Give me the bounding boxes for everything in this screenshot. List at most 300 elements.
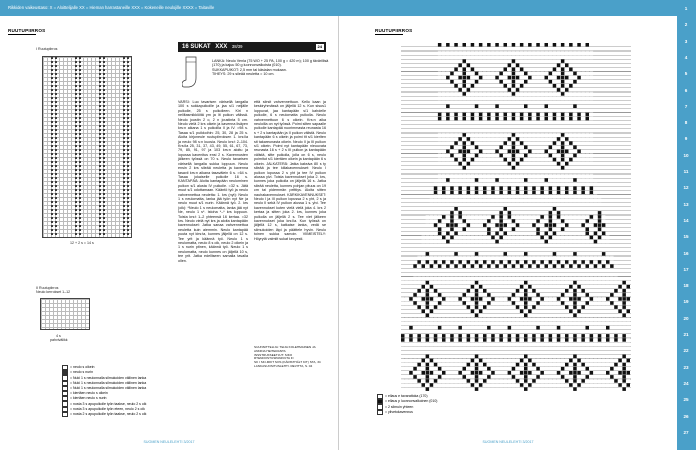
chart-cell bbox=[417, 359, 421, 363]
chart-cell bbox=[413, 310, 417, 314]
chart-cell bbox=[540, 351, 544, 355]
chart1-cell bbox=[127, 73, 129, 75]
chart-cell bbox=[586, 236, 590, 240]
chart1-cell bbox=[99, 117, 101, 119]
chart-cell bbox=[487, 281, 491, 285]
chart-cell bbox=[581, 187, 585, 191]
chart-cell bbox=[549, 187, 553, 191]
chart1-cell bbox=[55, 201, 57, 203]
chart-cell bbox=[627, 334, 631, 338]
chart-cell bbox=[430, 326, 434, 330]
chart1-cell bbox=[79, 141, 81, 143]
chart-cell bbox=[442, 55, 446, 59]
chart-cell bbox=[495, 375, 499, 379]
chart-cell bbox=[487, 187, 491, 191]
chart-cell bbox=[524, 297, 528, 301]
chart-cell bbox=[495, 76, 499, 80]
chart-cell bbox=[594, 191, 598, 195]
chart-cell bbox=[581, 162, 585, 166]
chart-cell bbox=[442, 387, 446, 391]
chart1-cell bbox=[75, 117, 77, 119]
chart-cell bbox=[499, 158, 503, 162]
chart-cell bbox=[532, 203, 536, 207]
chart-cell bbox=[467, 285, 471, 289]
chart-cell bbox=[524, 387, 528, 391]
chart-cell bbox=[475, 154, 479, 158]
chart-cell bbox=[512, 84, 516, 88]
chart-cell bbox=[467, 252, 471, 256]
legend-text: = neulo s nurin bbox=[70, 370, 94, 375]
chart-cell bbox=[573, 68, 577, 72]
chart-cell bbox=[557, 64, 561, 68]
chart-cell bbox=[442, 182, 446, 186]
chart1-cell bbox=[51, 141, 53, 143]
chart-cell bbox=[528, 170, 532, 174]
chart-cell bbox=[487, 326, 491, 330]
chart-cell bbox=[586, 137, 590, 141]
chart-cell bbox=[499, 383, 503, 387]
chart1-cell bbox=[79, 201, 81, 203]
chart-cell bbox=[618, 314, 622, 318]
chart-cell bbox=[430, 281, 434, 285]
chart-cell bbox=[471, 326, 475, 330]
chart-cell bbox=[532, 293, 536, 297]
chart-cell bbox=[483, 141, 487, 145]
chart1-cell bbox=[99, 197, 101, 199]
chart1-cell bbox=[79, 169, 81, 171]
chart-cell bbox=[553, 59, 557, 63]
chart-cell bbox=[430, 256, 434, 260]
chart-cell bbox=[586, 277, 590, 281]
chart-cell bbox=[545, 318, 549, 322]
chart-cell bbox=[508, 129, 512, 133]
side-number: 20 bbox=[683, 315, 689, 321]
chart-cell bbox=[557, 330, 561, 334]
chart1-cell bbox=[127, 137, 129, 139]
chart-cell bbox=[442, 334, 446, 338]
chart-cell bbox=[442, 125, 446, 129]
chart-cell bbox=[454, 125, 458, 129]
chart-cell bbox=[573, 199, 577, 203]
chart1-cell bbox=[55, 133, 57, 135]
chart-cell bbox=[545, 264, 549, 268]
chart1-cell bbox=[103, 153, 105, 155]
chart-cell bbox=[512, 269, 516, 273]
chart-cell bbox=[446, 182, 450, 186]
pattern-level: XXX bbox=[215, 44, 228, 50]
chart-cell bbox=[487, 330, 491, 334]
chart-cell bbox=[475, 359, 479, 363]
chart-cell bbox=[434, 219, 438, 223]
chart-cell bbox=[594, 301, 598, 305]
chart-cell bbox=[475, 363, 479, 367]
chart-cell bbox=[495, 174, 499, 178]
chart-cell bbox=[586, 199, 590, 203]
chart-cell bbox=[532, 80, 536, 84]
chart-cell bbox=[442, 269, 446, 273]
chart-cell bbox=[524, 117, 528, 121]
chart-cell bbox=[405, 305, 409, 309]
difficulty-legend: Rikkiden vaikeustaso: X = Aloittelijalle XX = Hieman harrastaneille XXX = Kokeneille neulojille XXXX = Taitaville bbox=[8, 5, 215, 10]
chart-cell bbox=[504, 158, 508, 162]
chart-cell bbox=[434, 199, 438, 203]
chart-cell bbox=[581, 76, 585, 80]
chart-cell bbox=[545, 330, 549, 334]
chart-cell bbox=[532, 314, 536, 318]
chart-cell bbox=[540, 125, 544, 129]
chart-cell bbox=[536, 146, 540, 150]
chart-cell bbox=[577, 219, 581, 223]
chart-cell bbox=[549, 64, 553, 68]
chart1-cell bbox=[55, 169, 57, 171]
chart-cell bbox=[487, 92, 491, 96]
chart-cell bbox=[594, 326, 598, 330]
chart1-cell bbox=[99, 229, 101, 231]
chart1-cell bbox=[51, 61, 53, 63]
chart-cell bbox=[413, 355, 417, 359]
chart-cell bbox=[577, 100, 581, 104]
chart-cell bbox=[516, 105, 520, 109]
chart-cell bbox=[499, 182, 503, 186]
chart-cell bbox=[594, 383, 598, 387]
chart-cell bbox=[573, 383, 577, 387]
chart-cell bbox=[536, 330, 540, 334]
chart-cell bbox=[475, 187, 479, 191]
chart1-cell bbox=[127, 117, 129, 119]
chart-cell bbox=[557, 182, 561, 186]
chart-cell bbox=[553, 346, 557, 350]
chart-cell bbox=[573, 203, 577, 207]
chart-cell bbox=[606, 383, 610, 387]
chart-cell bbox=[471, 363, 475, 367]
chart-cell bbox=[450, 346, 454, 350]
chart-cell bbox=[512, 113, 516, 117]
chart-cell bbox=[499, 195, 503, 199]
pattern-specs bbox=[212, 59, 330, 77]
chart1-cell bbox=[127, 185, 129, 187]
chart-cell bbox=[553, 117, 557, 121]
chart-cell bbox=[463, 346, 467, 350]
chart-cell bbox=[442, 264, 446, 268]
chart1-cell bbox=[127, 233, 129, 235]
chart-cell bbox=[471, 297, 475, 301]
chart-cell bbox=[586, 203, 590, 207]
chart-cell bbox=[499, 55, 503, 59]
chart1-cell bbox=[79, 213, 81, 215]
chart-cell bbox=[557, 88, 561, 92]
chart-cell bbox=[557, 154, 561, 158]
chart-cell bbox=[561, 228, 565, 232]
chart-cell bbox=[450, 203, 454, 207]
chart-cell bbox=[577, 55, 581, 59]
chart-cell bbox=[495, 383, 499, 387]
chart-cell bbox=[413, 346, 417, 350]
chart-cell bbox=[524, 252, 528, 256]
chart1-cell bbox=[103, 181, 105, 183]
chart-cell bbox=[512, 150, 516, 154]
chart-cell bbox=[417, 301, 421, 305]
chart-cell bbox=[540, 178, 544, 182]
chart-cell bbox=[471, 379, 475, 383]
legend-row bbox=[377, 410, 477, 415]
chart-cell bbox=[602, 305, 606, 309]
chart-cell bbox=[524, 346, 528, 350]
chart-cell bbox=[557, 170, 561, 174]
chart-cell bbox=[540, 330, 544, 334]
chart-cell bbox=[442, 64, 446, 68]
chart-cell bbox=[463, 215, 467, 219]
chart-cell bbox=[504, 236, 508, 240]
pattern-title: 16 SUKAT bbox=[182, 44, 211, 50]
chart-cell bbox=[516, 363, 520, 367]
chart-cell bbox=[487, 301, 491, 305]
chart-cell bbox=[545, 314, 549, 318]
chart-cell bbox=[442, 72, 446, 76]
chart-cell bbox=[450, 178, 454, 182]
chart-cell bbox=[536, 133, 540, 137]
chart-cell bbox=[586, 383, 590, 387]
chart-cell bbox=[438, 338, 442, 342]
chart1-cell bbox=[103, 125, 105, 127]
chart-cell bbox=[557, 178, 561, 182]
chart-cell bbox=[467, 154, 471, 158]
chart-cell bbox=[499, 154, 503, 158]
chart-cell bbox=[581, 383, 585, 387]
chart-cell bbox=[581, 371, 585, 375]
chart-cell bbox=[532, 113, 536, 117]
chart-cell bbox=[553, 326, 557, 330]
chart-cell bbox=[516, 223, 520, 227]
chart-cell bbox=[553, 273, 557, 277]
chart-cell bbox=[512, 170, 516, 174]
chart-cell bbox=[577, 105, 581, 109]
chart-cell bbox=[487, 51, 491, 55]
chart-cell bbox=[528, 203, 532, 207]
chart-cell bbox=[614, 269, 618, 273]
chart-cell bbox=[450, 240, 454, 244]
chart-cell bbox=[561, 281, 565, 285]
chart-cell bbox=[463, 367, 467, 371]
chart-cell bbox=[532, 195, 536, 199]
chart-cell bbox=[430, 199, 434, 203]
chart-cell bbox=[577, 51, 581, 55]
chart-cell bbox=[594, 371, 598, 375]
chart1-cell bbox=[55, 213, 57, 215]
chart-cell bbox=[516, 72, 520, 76]
chart-cell bbox=[442, 174, 446, 178]
chart1-cell bbox=[75, 57, 77, 59]
chart-cell bbox=[450, 47, 454, 51]
chart-cell bbox=[520, 281, 524, 285]
chart-cell bbox=[442, 59, 446, 63]
chart-cell bbox=[528, 72, 532, 76]
chart-cell bbox=[458, 375, 462, 379]
chart-cell bbox=[545, 346, 549, 350]
chart-cell bbox=[561, 146, 565, 150]
chart-cell bbox=[495, 285, 499, 289]
chart-cell bbox=[586, 55, 590, 59]
chart-cell bbox=[528, 269, 532, 273]
chart1-cell bbox=[99, 157, 101, 159]
chart-cell bbox=[577, 256, 581, 260]
chart-cell bbox=[463, 305, 467, 309]
chart-cell bbox=[532, 236, 536, 240]
chart1-cell bbox=[127, 129, 129, 131]
chart-cell bbox=[504, 105, 508, 109]
chart-cell bbox=[475, 236, 479, 240]
chart-cell bbox=[524, 141, 528, 145]
chart-cell bbox=[508, 338, 512, 342]
chart-cell bbox=[446, 76, 450, 80]
chart1-cell bbox=[51, 201, 53, 203]
chart-cell bbox=[458, 359, 462, 363]
chart-cell bbox=[557, 80, 561, 84]
chart-cell bbox=[606, 314, 610, 318]
chart-cell bbox=[590, 285, 594, 289]
side-number: 13 bbox=[683, 201, 689, 207]
chart-cell bbox=[499, 248, 503, 252]
chart-cell bbox=[458, 318, 462, 322]
chart-cell bbox=[545, 285, 549, 289]
chart-cell bbox=[446, 207, 450, 211]
chart-cell bbox=[577, 318, 581, 322]
chart-cell bbox=[590, 166, 594, 170]
chart-cell bbox=[536, 264, 540, 268]
chart-cell bbox=[569, 326, 573, 330]
chart-cell bbox=[516, 310, 520, 314]
chart-cell bbox=[545, 162, 549, 166]
chart-cell bbox=[512, 182, 516, 186]
chart-cell bbox=[557, 244, 561, 248]
chart-cell bbox=[483, 269, 487, 273]
chart-cell bbox=[471, 260, 475, 264]
chart-cell bbox=[458, 236, 462, 240]
chart-cell bbox=[512, 137, 516, 141]
chart-cell bbox=[586, 297, 590, 301]
chart-cell bbox=[524, 84, 528, 88]
chart-cell bbox=[569, 92, 573, 96]
chart-cell bbox=[467, 174, 471, 178]
chart-cell bbox=[491, 211, 495, 215]
chart-cell bbox=[504, 154, 508, 158]
chart-cell bbox=[540, 359, 544, 363]
chart-cell bbox=[475, 273, 479, 277]
chart-cell bbox=[606, 351, 610, 355]
chart1-cell bbox=[79, 73, 81, 75]
chart-cell bbox=[540, 314, 544, 318]
chart-cell bbox=[573, 285, 577, 289]
chart1-cell bbox=[79, 101, 81, 103]
chart-cell bbox=[499, 166, 503, 170]
chart-cell bbox=[549, 293, 553, 297]
chart-cell bbox=[458, 51, 462, 55]
chart-cell bbox=[565, 59, 569, 63]
chart-cell bbox=[475, 264, 479, 268]
chart-cell bbox=[545, 207, 549, 211]
chart-cell bbox=[516, 51, 520, 55]
chart-cell bbox=[569, 80, 573, 84]
chart-cell bbox=[405, 346, 409, 350]
chart-cell bbox=[614, 342, 618, 346]
chart-cell bbox=[508, 150, 512, 154]
chart-cell bbox=[463, 310, 467, 314]
chart-cell bbox=[426, 371, 430, 375]
chart-cell bbox=[454, 375, 458, 379]
chart-cell bbox=[450, 359, 454, 363]
chart-cell bbox=[561, 301, 565, 305]
chart-cell bbox=[499, 51, 503, 55]
chart-cell bbox=[463, 232, 467, 236]
chart-cell bbox=[565, 314, 569, 318]
chart-cell bbox=[495, 146, 499, 150]
chart-cell bbox=[446, 51, 450, 55]
chart1-cell bbox=[55, 157, 57, 159]
chart-cell bbox=[483, 170, 487, 174]
chart-cell bbox=[499, 314, 503, 318]
chart-cell bbox=[499, 80, 503, 84]
chart-cell bbox=[458, 244, 462, 248]
chart-cell bbox=[577, 64, 581, 68]
chart-cell bbox=[528, 338, 532, 342]
chart1-cell bbox=[123, 113, 125, 115]
chart-cell bbox=[499, 109, 503, 113]
chart-cell bbox=[532, 355, 536, 359]
chart-cell bbox=[573, 59, 577, 63]
chart-cell bbox=[446, 330, 450, 334]
chart-cell bbox=[483, 252, 487, 256]
chart-cell bbox=[458, 100, 462, 104]
chart-cell bbox=[487, 363, 491, 367]
chart-cell bbox=[516, 351, 520, 355]
chart1-cell bbox=[79, 225, 81, 227]
chart-cell bbox=[577, 43, 581, 47]
chart-cell bbox=[577, 346, 581, 350]
chart-cell bbox=[586, 232, 590, 236]
chart-cell bbox=[565, 76, 569, 80]
chart-cell bbox=[618, 351, 622, 355]
chart-cell bbox=[532, 43, 536, 47]
chart1-cell bbox=[79, 81, 81, 83]
chart-cell bbox=[483, 277, 487, 281]
chart-cell bbox=[458, 47, 462, 51]
chart-cell bbox=[475, 199, 479, 203]
chart-cell bbox=[610, 346, 614, 350]
chart-cell bbox=[458, 43, 462, 47]
chart-cell bbox=[524, 182, 528, 186]
chart-cell bbox=[422, 379, 426, 383]
chart-cell bbox=[426, 318, 430, 322]
chart-cell bbox=[430, 207, 434, 211]
chart-cell bbox=[463, 383, 467, 387]
chart-cell bbox=[590, 195, 594, 199]
chart-cell bbox=[618, 318, 622, 322]
chart-cell bbox=[491, 170, 495, 174]
chart-cell bbox=[549, 121, 553, 125]
chart-cell bbox=[516, 260, 520, 264]
chart-cell bbox=[536, 51, 540, 55]
chart-cell bbox=[487, 285, 491, 289]
chart-cell bbox=[524, 334, 528, 338]
chart-cell bbox=[495, 355, 499, 359]
chart-cell bbox=[528, 96, 532, 100]
chart-cell bbox=[471, 174, 475, 178]
chart-cell bbox=[401, 322, 405, 326]
chart-cell bbox=[573, 326, 577, 330]
chart-cell bbox=[479, 363, 483, 367]
chart-cell bbox=[499, 105, 503, 109]
chart-cell bbox=[586, 68, 590, 72]
chart-cell bbox=[442, 215, 446, 219]
